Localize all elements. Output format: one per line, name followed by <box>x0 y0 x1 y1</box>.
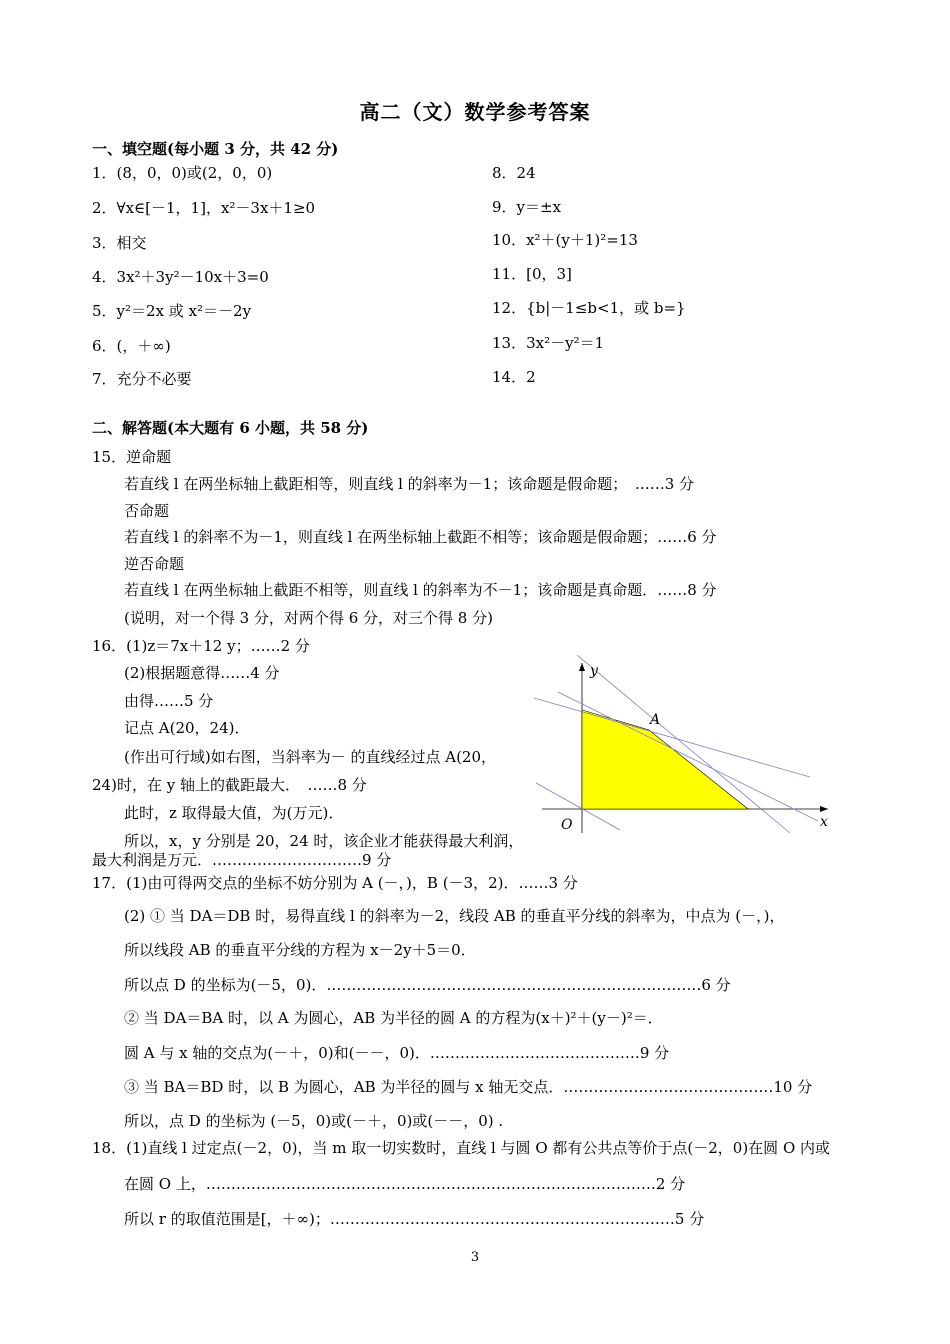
section2-heading: 二、解答题(本大题有 6 小题，共 58 分) <box>92 419 369 437</box>
origin-label: O <box>561 817 573 833</box>
q16-line: 记点 A(20，24)． <box>124 719 250 737</box>
q15-line: 15．逆命题 <box>92 448 172 466</box>
answer-12: 12．{b|－1≤b<1，或 b=} <box>492 299 686 317</box>
answer-6: 6．(，＋∞) <box>92 337 171 355</box>
feasible-region <box>582 710 748 809</box>
answer-10: 10．x²＋(y＋1)²=13 <box>492 231 638 249</box>
q18-line: 在圆 O 上，………………………………………………………………………………2 分 <box>124 1175 686 1193</box>
q16-line: (2)根据题意得……4 分 <box>124 664 280 682</box>
q15-line: 若直线 l 在两坐标轴上截距不相等，则直线 l 的斜率为不－1；该命题是真命题．……8 分 <box>124 581 717 599</box>
answer-13: 13．3x²－y²＝1 <box>492 334 605 352</box>
q16-line: 所以，x，y 分别是 20，24 时，该企业才能获得最大利润， <box>124 832 524 850</box>
q17-line: 所以，点 D 的坐标为 (－5，0)或(－＋，0)或(－－，0) . <box>124 1112 504 1130</box>
q16-line: 此时，z 取得最大值，为(万元)． <box>124 804 344 822</box>
feasible-region-graph <box>530 655 840 840</box>
q17-line: 所以点 D 的坐标为(－5，0)．…………………………………………………………………6 分 <box>124 976 731 994</box>
q16-line: 由得……5 分 <box>124 692 214 710</box>
q16-line: 24)时，在 y 轴上的截距最大． ……8 分 <box>92 776 367 794</box>
q18-line: 18．(1)直线 l 过定点(－2，0)，当 m 取一切实数时，直线 l 与圆 O 都有公共点等价于点(－2，0)在圆 O 内或 <box>92 1139 831 1157</box>
answer-7: 7．充分不必要 <box>92 370 192 388</box>
answer-3: 3．相交 <box>92 234 147 252</box>
answer-9: 9．y＝±x <box>492 198 562 216</box>
q15-line: 若直线 l 的斜率不为－1，则直线 l 在两坐标轴上截距不相等；该命题是假命题；……6 分 <box>124 528 717 546</box>
section1-heading: 一、填空题(每小题 3 分，共 42 分) <box>92 140 339 158</box>
q17-line: (2) ① 当 DA＝DB 时，易得直线 l 的斜率为－2，线段 AB 的垂直平分线的斜率为，中点为 (－，)， <box>124 907 785 925</box>
page-number: 3 <box>470 1250 480 1265</box>
q17-line: ② 当 DA＝BA 时，以 A 为圆心，AB 为半径的圆 A 的方程为(x＋)²＋(y－)²＝． <box>124 1009 663 1027</box>
answer-2: 2．∀x∈[－1，1]，x²－3x＋1≥0 <box>92 199 316 217</box>
answer-14: 14．2 <box>492 368 536 386</box>
q17-line: ③ 当 BA＝BD 时，以 B 为圆心，AB 为半径的圆与 x 轴无交点．……………………………………10 分 <box>124 1078 813 1096</box>
q18-line: 所以 r 的取值范围是[，＋∞)；……………………………………………………………5 分 <box>124 1210 705 1228</box>
y-axis-label: y <box>590 663 598 679</box>
q15-line: 否命题 <box>124 502 170 520</box>
q15-line: 逆否命题 <box>124 555 185 573</box>
answer-5: 5．y²＝2x 或 x²＝－2y <box>92 302 252 320</box>
x-axis-label: x <box>820 814 828 830</box>
point-a-label: A <box>650 712 661 728</box>
answer-11: 11．[0，3] <box>492 265 572 283</box>
q17-line: 17．(1)由可得两交点的坐标不妨分别为 A (－，)，B (－3，2)．……3 分 <box>92 874 578 892</box>
q16-line: (作出可行域)如右图，当斜率为－ 的直线经过点 A(20， <box>124 748 497 766</box>
q15-line: 若直线 l 在两坐标轴上截距相等，则直线 l 的斜率为－1；该命题是假命题； ……3 分 <box>124 475 695 493</box>
q17-line: 所以线段 AB 的垂直平分线的方程为 x－2y＋5＝0． <box>124 941 476 959</box>
q16-line: 16．(1)z＝7x＋12 y；……2 分 <box>92 637 310 655</box>
answer-1: 1．(8，0，0)或(2，0，0) <box>92 164 273 182</box>
q16-line: 最大利润是万元．…………………………9 分 <box>92 851 392 869</box>
answer-4: 4．3x²＋3y²－10x＋3=0 <box>92 268 269 286</box>
answer-8: 8．24 <box>492 164 536 182</box>
q15-line: (说明，对一个得 3 分，对两个得 6 分，对三个得 8 分) <box>124 609 493 627</box>
q17-line: 圆 A 与 x 轴的交点为(－＋，0)和(－－，0)．……………………………………9 分 <box>124 1044 670 1062</box>
page-title: 高二（文）数学参考答案 <box>359 100 591 124</box>
